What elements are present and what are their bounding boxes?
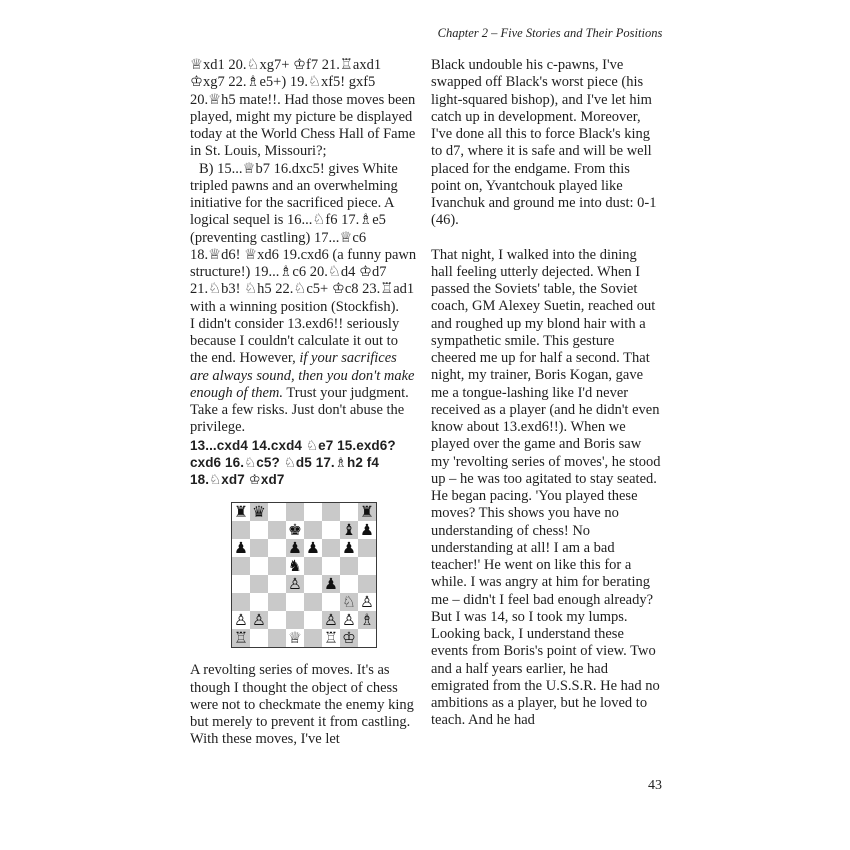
chess-square bbox=[232, 521, 250, 539]
story-paragraph-3: Looking back, I understand these events from Boris's point of view. Two and a half years earlier, he had emigrated from the U.S.S.R. He had no ambitions as a player, but he loved to teach. And he had bbox=[431, 626, 660, 729]
chess-piece-wq: ♕ bbox=[286, 629, 304, 647]
chess-piece-wp: ♙ bbox=[286, 575, 304, 593]
chess-piece-bp: ♟ bbox=[322, 575, 340, 593]
chess-square bbox=[358, 539, 376, 557]
chess-square bbox=[304, 611, 322, 629]
chess-square bbox=[340, 575, 358, 593]
chess-square bbox=[268, 611, 286, 629]
chess-square bbox=[268, 593, 286, 611]
chess-piece-bp: ♟ bbox=[358, 521, 376, 539]
commentary-italic: if your sacrifices are always sound, then you don't make enough of them. bbox=[190, 350, 415, 401]
chess-piece-bp: ♟ bbox=[232, 539, 250, 557]
page-number: 43 bbox=[648, 778, 662, 793]
chess-square bbox=[322, 503, 340, 521]
chess-square bbox=[304, 521, 322, 539]
variation-paragraph: ♕xd1 20.♘xg7+ ♔f7 21.♖axd1 ♔xg7 22.♗e5+) 19.♘xf5! gxf5 20.♕h5 mate!!. Had those moves been played, might my picture be displayed today at the World Chess Hall of Fame in St. Louis, Missouri?; bbox=[190, 57, 416, 160]
chess-square bbox=[322, 539, 340, 557]
chess-square bbox=[358, 629, 376, 647]
chess-piece-wk: ♔ bbox=[340, 629, 358, 647]
chess-piece-wr: ♖ bbox=[322, 629, 340, 647]
chess-piece-bn: ♞ bbox=[286, 557, 304, 575]
chess-square bbox=[232, 575, 250, 593]
chess-square bbox=[322, 557, 340, 575]
chess-piece-bk: ♚ bbox=[286, 521, 304, 539]
chess-square bbox=[286, 593, 304, 611]
chess-piece-wp: ♙ bbox=[358, 593, 376, 611]
chess-square bbox=[304, 575, 322, 593]
commentary-roman-2: Trust your judgment. Take a few risks. Just don't abuse the privilege. bbox=[190, 384, 409, 436]
chess-square bbox=[286, 503, 304, 521]
left-column bbox=[190, 57, 417, 749]
chess-square bbox=[250, 593, 268, 611]
chess-square bbox=[268, 539, 286, 557]
commentary-roman-1: I didn't consider 13.exd6!! seriously because I couldn't calculate it out to the end. However, bbox=[190, 315, 400, 367]
chess-diagram bbox=[231, 502, 377, 648]
chess-piece-bp: ♟ bbox=[304, 539, 322, 557]
chess-piece-br: ♜ bbox=[358, 503, 376, 521]
commentary-paragraph bbox=[190, 316, 417, 437]
chess-piece-bp: ♟ bbox=[340, 539, 358, 557]
chess-piece-wp: ♙ bbox=[232, 611, 250, 629]
chess-square bbox=[304, 629, 322, 647]
chess-piece-bq: ♛ bbox=[250, 503, 268, 521]
chess-square bbox=[250, 575, 268, 593]
story-paragraph-1: Black undouble his c-pawns, I've swapped off Black's worst piece (his light-squared bishop), and I've let him catch up in development. Moreover, I've done all this to force Black's king to d7, where it is safe and will be well placed for the endgame. From this point on, Yvantchouk played like Ivanchuk and ground me into dust: 0-1 (46). bbox=[431, 57, 657, 229]
chess-square bbox=[304, 557, 322, 575]
variation-b-paragraph: B) 15...♕b7 16.dxc5! gives White tripled pawns and an overwhelming initiative for the sacrificed piece. A logical sequel is 16...♘f6 17.♗e5 (preventing castling) 17...♕c6 18.♕d6! ♕xd6 19.cxd6 (a funny pawn structure!) 19...♗c6 20.♘d4 ♔d7 21.♘b3! ♘h5 22.♘c5+ ♔c8 23.♖ad1 with a winning position (Stockfish). bbox=[190, 160, 417, 315]
story-paragraph-2: That night, I walked into the dining hall feeling utterly dejected. When I passed the Soviets' table, the Soviet coach, GM Alexey Suetin, reached out and roughed up my blond hair with a sympathetic smile. This gesture cheered me up for half a second. That night, my trainer, Boris Kogan, gave me a tongue-lashing like I'd never received as a player (and he didn't even know about 13.exd6!!). When we played over the game and Boris saw my 'revolting series of moves', he stood up – he was too agitated to stay seated. He began pacing. 'You played these moves? This shows you have no understanding of chess! No understanding at all! I am a bad teacher!' He went on like this for a while. I was angry at him for berating me – didn't I feel bad enough already? But I was 14, so I took my lumps. bbox=[431, 246, 661, 625]
chess-piece-wp: ♙ bbox=[340, 611, 358, 629]
chess-square bbox=[340, 503, 358, 521]
chess-piece-br: ♜ bbox=[232, 503, 250, 521]
chess-square bbox=[268, 575, 286, 593]
chess-square bbox=[268, 521, 286, 539]
chess-square bbox=[250, 629, 268, 647]
chess-square bbox=[250, 521, 268, 539]
chess-piece-wr: ♖ bbox=[232, 629, 250, 647]
chess-piece-wn: ♘ bbox=[340, 593, 358, 611]
chess-square bbox=[358, 575, 376, 593]
chess-square bbox=[250, 539, 268, 557]
chess-square bbox=[340, 557, 358, 575]
chess-square bbox=[322, 521, 340, 539]
chess-square bbox=[322, 593, 340, 611]
chess-square bbox=[268, 629, 286, 647]
chess-square bbox=[232, 593, 250, 611]
chess-square bbox=[304, 593, 322, 611]
chess-board bbox=[231, 502, 377, 648]
chess-piece-wp: ♙ bbox=[322, 611, 340, 629]
chapter-header: Chapter 2 – Five Stories and Their Positions bbox=[437, 26, 663, 40]
chess-square bbox=[268, 503, 286, 521]
right-column bbox=[431, 57, 662, 730]
chess-piece-bp: ♟ bbox=[286, 539, 304, 557]
chess-square bbox=[250, 557, 268, 575]
chess-square bbox=[286, 611, 304, 629]
chess-square bbox=[268, 557, 286, 575]
chess-piece-wp: ♙ bbox=[250, 611, 268, 629]
chess-square bbox=[304, 503, 322, 521]
chess-square bbox=[232, 557, 250, 575]
revolting-moves-paragraph: A revolting series of moves. It's as though I thought the object of chess were not to checkmate the enemy king but merely to prevent it from castling. With these moves, I've let bbox=[190, 662, 414, 748]
game-moves: 13...cxd4 14.cxd4 ♘e7 15.exd6? cxd6 16.♘c5? ♘d5 17.♗h2 f4 18.♘xd7 ♔xd7 bbox=[190, 437, 396, 487]
chess-piece-bb: ♝ bbox=[340, 521, 358, 539]
chess-piece-wb: ♗ bbox=[358, 611, 376, 629]
chess-square bbox=[358, 557, 376, 575]
